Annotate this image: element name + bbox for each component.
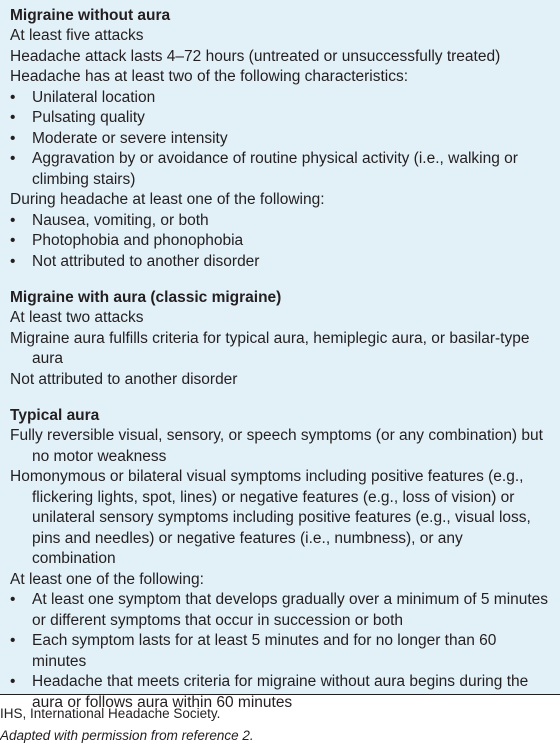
bullet-list: [10, 211, 550, 273]
bullet-icon: •: [10, 88, 16, 106]
criterion-line: Not attributed to another disorder: [10, 370, 238, 388]
bullet-icon: •: [10, 232, 16, 249]
section-heading: Migraine with aura (classic migraine): [10, 289, 282, 306]
bullet-icon: •: [10, 673, 16, 690]
list-item-text: Each symptom lasts for at least 5 minutes and for no longer than 60 minutes: [32, 632, 497, 670]
abbreviation-footnote: IHS, International Headache Society.: [0, 706, 221, 721]
section-migraine-with-aura-classic-migraine: [10, 284, 550, 390]
source-footnote: Adapted with permission from reference 2.: [0, 728, 254, 743]
criterion-line: At least two attacks: [10, 309, 144, 326]
criterion-line: At least one of the following:: [10, 570, 204, 588]
bullet-list: [10, 590, 550, 713]
list-item: [10, 149, 550, 190]
list-item: [10, 211, 550, 232]
bullet-icon: •: [10, 129, 16, 147]
list-item: [10, 590, 550, 631]
list-item-text: Unilateral location: [32, 88, 156, 106]
list-item: [10, 88, 550, 109]
bullet-icon: •: [10, 109, 16, 126]
section-migraine-without-aura: [10, 2, 550, 272]
criterion-line: Headache attack lasts 4–72 hours (untreated or unsuccessfully treated): [10, 47, 501, 65]
list-item-text: Not attributed to another disorder: [32, 252, 260, 270]
list-item-text: At least one symptom that develops gradually over a minimum of 5 minutes or different symptoms that occur in succession or both: [32, 591, 549, 629]
list-item: [10, 631, 550, 672]
section-typical-aura: [10, 402, 550, 713]
bullet-list: [10, 88, 550, 191]
bullet-icon: •: [10, 150, 16, 167]
list-item: [10, 108, 550, 129]
criterion-line: Migraine aura fulfills criteria for typical aura, hemiplegic aura, or basilar-type aura: [10, 329, 530, 367]
criterion-line: At least five attacks: [10, 27, 144, 44]
list-item-text: Photophobia and phonophobia: [32, 232, 244, 249]
list-item-text: Nausea, vomiting, or both: [32, 211, 209, 229]
list-item: [10, 252, 550, 273]
section-heading: Typical aura: [10, 407, 100, 424]
bullet-icon: •: [10, 632, 16, 649]
list-item-text: Pulsating quality: [32, 109, 145, 126]
bullet-icon: •: [10, 211, 16, 229]
list-item-text: Moderate or severe intensity: [32, 129, 228, 147]
criterion-line: Homonymous or bilateral visual symptoms including positive features (e.g., flickering lights, spot, lines) or negative features (e.g., loss of vision) or unilateral sensory symptoms including positive features (e.g., visual loss, pins and needles) or negative features (i.e., numbness), or any combination: [10, 468, 531, 567]
list-item: [10, 129, 550, 150]
section-heading: Migraine without aura: [10, 7, 171, 24]
list-item-text: Aggravation by or avoidance of routine physical activity (i.e., walking or climbing stairs): [32, 150, 518, 188]
bullet-icon: •: [10, 252, 16, 270]
criterion-line: Headache has at least two of the following characteristics:: [10, 68, 409, 85]
list-item-text: Headache that meets criteria for migraine without aura begins during the aura or follows aura within 60 minutes: [32, 673, 529, 711]
criterion-line: During headache at least one of the following:: [10, 191, 325, 208]
list-item: [10, 231, 550, 252]
criterion-line: Fully reversible visual, sensory, or speech symptoms (or any combination) but no motor weakness: [10, 427, 543, 465]
bullet-icon: •: [10, 591, 16, 608]
table-footnotes: [0, 703, 560, 747]
